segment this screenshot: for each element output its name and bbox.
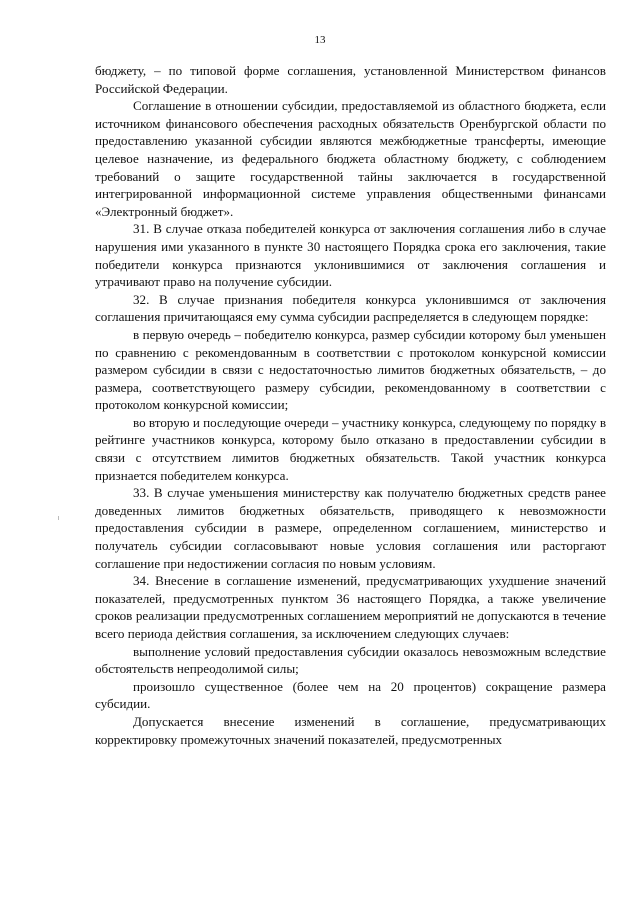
paragraph-clause-33: 33. В случае уменьшения министерству как получателю бюджетных средств ранее доведенных лимитов бюджетных обязательств, приводящего к невозможности предоставления субсидии в размере, определенном соглашением, министерство и получатель субсидии согласовывают новые условия соглашения или расторгают соглашение при недостижении согласия по новым условиям. <box>95 485 606 571</box>
margin-mark <box>58 516 59 520</box>
paragraph-subsidy-reduction: произошло существенное (более чем на 20 процентов) сокращение размера субсидии. <box>95 678 606 712</box>
paragraph-amendment-allowed: Допускается внесение изменений в соглашение, предусматривающих корректировку промежуточных значений показателей, предусмотренных <box>95 713 606 747</box>
paragraph-continuation: бюджету, – по типовой форме соглашения, установленной Министерством финансов Российской Федерации. <box>95 63 606 96</box>
page-number: 13 <box>314 34 326 46</box>
paragraph-second-priority: во вторую и последующие очереди – участнику конкурса, следующему по порядку в рейтинге участников конкурса, которому было отказано в предоставлении субсидии в связи с отсутствием лимитов бюджетных обязательств. Такой участник конкурса признается победителем конкурса. <box>95 414 606 483</box>
paragraph-electronic-budget: Соглашение в отношении субсидии, предоставляемой из областного бюджета, если источником финансового обеспечения расходных обязательств Оренбургской области по предоставлению указанной субсидии являются межбюджетные трансферты, имеющие целевое назначение, из федерального бюджета областному бюджету, с соблюдением требований о защите государственной тайны заключается в государственной интегрированной информационной системе управления общественными финансами «Электронный бюджет». <box>95 98 606 219</box>
paragraph-force-majeure: выполнение условий предоставления субсидии оказалось невозможным вследствие обстоятельств непреодолимой силы; <box>95 643 606 677</box>
paragraph-first-priority: в первую очередь – победителю конкурса, размер субсидии которому был уменьшен по сравнению с рекомендованным в соответствии с протоколом конкурсной комиссии размером субсидии в связи с недостаточностью лимитов бюджетных обязательств, – до размера, соответствующего размеру субсидии, рекомендованному в соответствии с протоколом конкурсной комиссии; <box>95 326 606 413</box>
paragraph-clause-32: 32. В случае признания победителя конкурса уклонившимся от заключения соглашения причитающаяся ему сумма субсидии распределяется в следующем порядке: <box>95 291 606 325</box>
paragraph-clause-31: 31. В случае отказа победителей конкурса от заключения соглашения либо в случае нарушения ими указанного в пункте 30 настоящего Порядка срока его заключения, такие победители конкурса признаются уклонившимися от заключения соглашения и утрачивают право на получение субсидии. <box>95 221 606 290</box>
paragraph-clause-34: 34. Внесение в соглашение изменений, предусматривающих ухудшение значений показателей, предусмотренных пунктом 36 настоящего Порядка, а также увеличение сроков реализации предусмотренных соглашением мероприятий не допускаются в течение всего периода действия соглашения, за исключением следующих случаев: <box>95 573 606 641</box>
document-body <box>95 62 606 748</box>
